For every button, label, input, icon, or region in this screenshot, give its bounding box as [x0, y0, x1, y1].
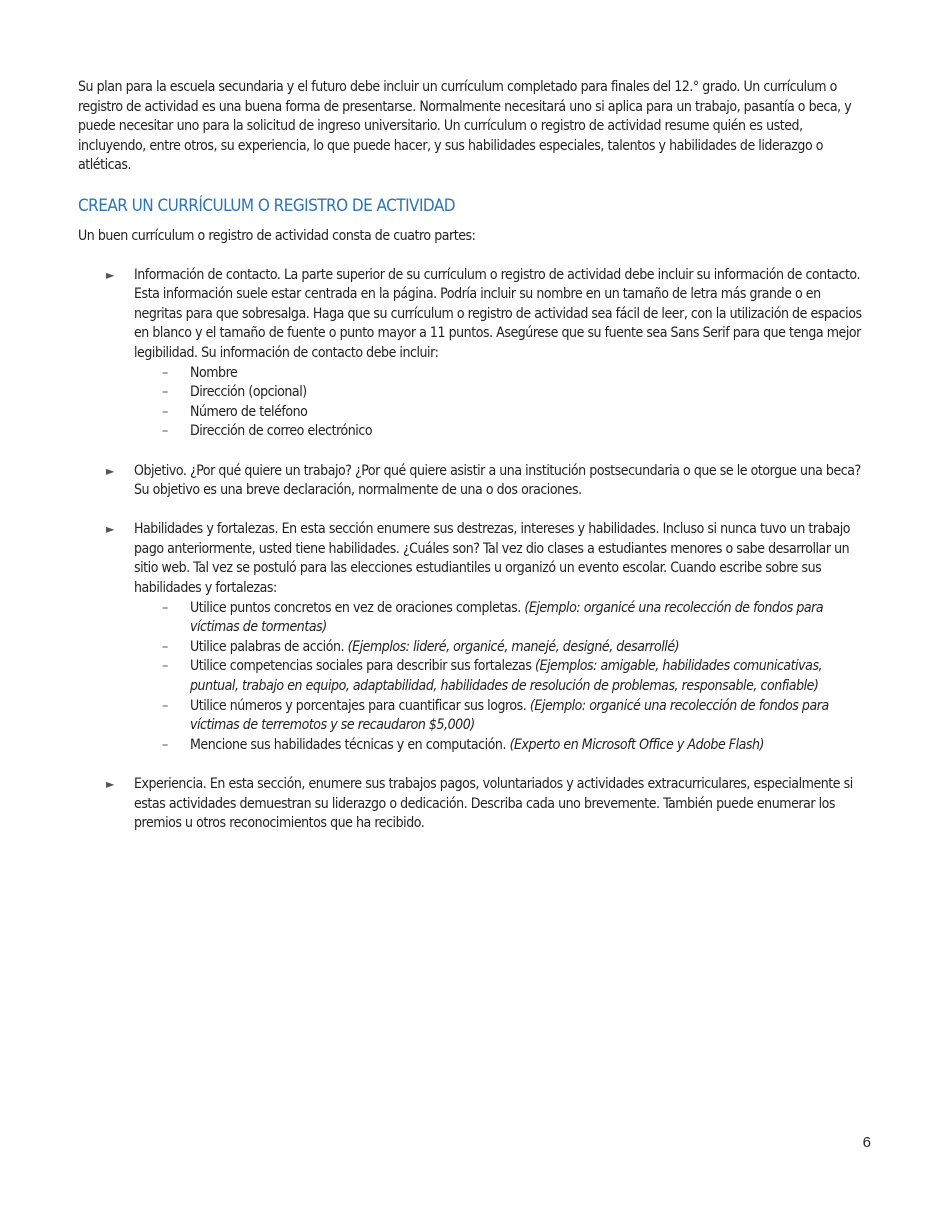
contact-item: – Dirección de correo electrónico	[134, 422, 868, 442]
contact-item: – Dirección (opcional)	[134, 383, 868, 403]
skills-item: – Utilice números y porcentajes para cuantificar sus logros. (Ejemplo: organicé una recolección de fondos para víctimas de terremotos y se recaudaron $5,000)	[162, 697, 829, 734]
bullet-arrow-icon: ►	[106, 777, 114, 791]
contact-text: Información de contacto. La parte superior de su currículum o registro de actividad debe incluir su información de contacto. Esta información suele estar centrada en la página. Podría incluir su nombre en un tamaño de letra más grande o en negritas para que sobresalga. Haga que su currículum o registro de actividad sea fácil de leer, con la utilización de espacios en blanco y el tamaño de fuente o punto mayor a 11 puntos. Asegúrese que su fuente sea Sans Serif para que tenga mejor legibilidad. Su información de contacto debe incluir:	[134, 266, 862, 361]
dash-icon: –	[162, 658, 168, 675]
skills-sublist	[134, 599, 868, 756]
dash-icon: –	[162, 638, 168, 655]
dash-icon: –	[162, 599, 168, 616]
skills-item: – Mencione sus habilidades técnicas y en computación. (Experto en Microsoft Office y Adobe Flash)	[134, 736, 868, 756]
document-page	[78, 78, 868, 853]
dash-icon: –	[162, 403, 168, 420]
bullet-objective	[78, 462, 868, 501]
contact-sublist	[134, 364, 868, 442]
dash-icon: –	[162, 736, 168, 753]
skills-item: – Utilice puntos concretos en vez de oraciones completas. (Ejemplo: organicé una recolección de fondos para víctimas de tormentas)	[162, 599, 824, 636]
bullet-arrow-icon: ►	[106, 522, 114, 537]
contact-item: – Número de teléfono	[134, 403, 868, 423]
section-heading: CREAR UN CURRÍCULUM O REGISTRO DE ACTIVIDAD	[78, 195, 455, 216]
dash-icon: –	[162, 423, 168, 440]
skills-item: – Utilice competencias sociales para describir sus fortalezas (Ejemplos: amigable, habilidades comunicativas, puntual, trabajo en equipo, adaptabilidad, habilidades de resolución de problemas, responsable, confiable)	[162, 658, 823, 695]
dash-icon: –	[162, 384, 168, 401]
dash-icon: –	[162, 697, 168, 714]
page-number: 6	[862, 1134, 871, 1151]
contact-item: – Nombre	[134, 364, 868, 384]
objective-text: Objetivo. ¿Por qué quiere un trabajo? ¿Por qué quiere asistir a una institución postsecundaria o que se le otorgue una beca? Su objetivo es una breve declaración, normalmente de una o dos oraciones.	[134, 462, 861, 499]
skills-item: – Utilice palabras de acción. (Ejemplos: lideré, organicé, manejé, designé, desarrollé)	[134, 638, 868, 658]
bullet-arrow-icon: ►	[106, 267, 114, 282]
bullet-experience	[78, 775, 868, 834]
skills-text: Habilidades y fortalezas. En esta sección enumere sus destrezas, intereses y habilidades. Incluso si nunca tuvo un trabajo pago anteriormente, usted tiene habilidades. ¿Cuáles son? Tal vez dio clases a estudiantes menores o sabe desarrollar un sitio web. Tal vez se postuló para las elecciones estudiantiles u organizó un evento escolar. Cuando escribe sobre sus habilidades y fortalezas:	[134, 521, 851, 597]
bullet-skills	[78, 520, 868, 755]
bullet-contact	[78, 266, 868, 442]
dash-icon: –	[162, 364, 168, 381]
intro-paragraph: Su plan para la escuela secundaria y el futuro debe incluir un currículum completado para finales del 12.° grado. Un currículum o registro de actividad es una buena forma de presentarse. Normalmente necesitará uno si aplica para un trabajo, pasantía o beca, y puede necesitar uno para la solicitud de ingreso universitario. Un currículum o registro de actividad resume quién es usted, incluyendo, entre otros, su experiencia, lo que puede hacer, y sus habilidades especiales, talentos y habilidades de liderazgo o atléticas.	[78, 79, 852, 174]
bullet-arrow-icon: ►	[106, 463, 114, 478]
experience-text: Experiencia. En esta sección, enumere sus trabajos pagos, voluntariados y actividades extracurriculares, especialmente si estas actividades demuestran su liderazgo o dedicación. Describa cada uno brevemente. También puede enumerar los premios u otros reconocimientos que ha recibido.	[134, 776, 853, 832]
parts-list	[78, 266, 868, 834]
lead-paragraph: Un buen currículum o registro de actividad consta de cuatro partes:	[78, 227, 476, 244]
